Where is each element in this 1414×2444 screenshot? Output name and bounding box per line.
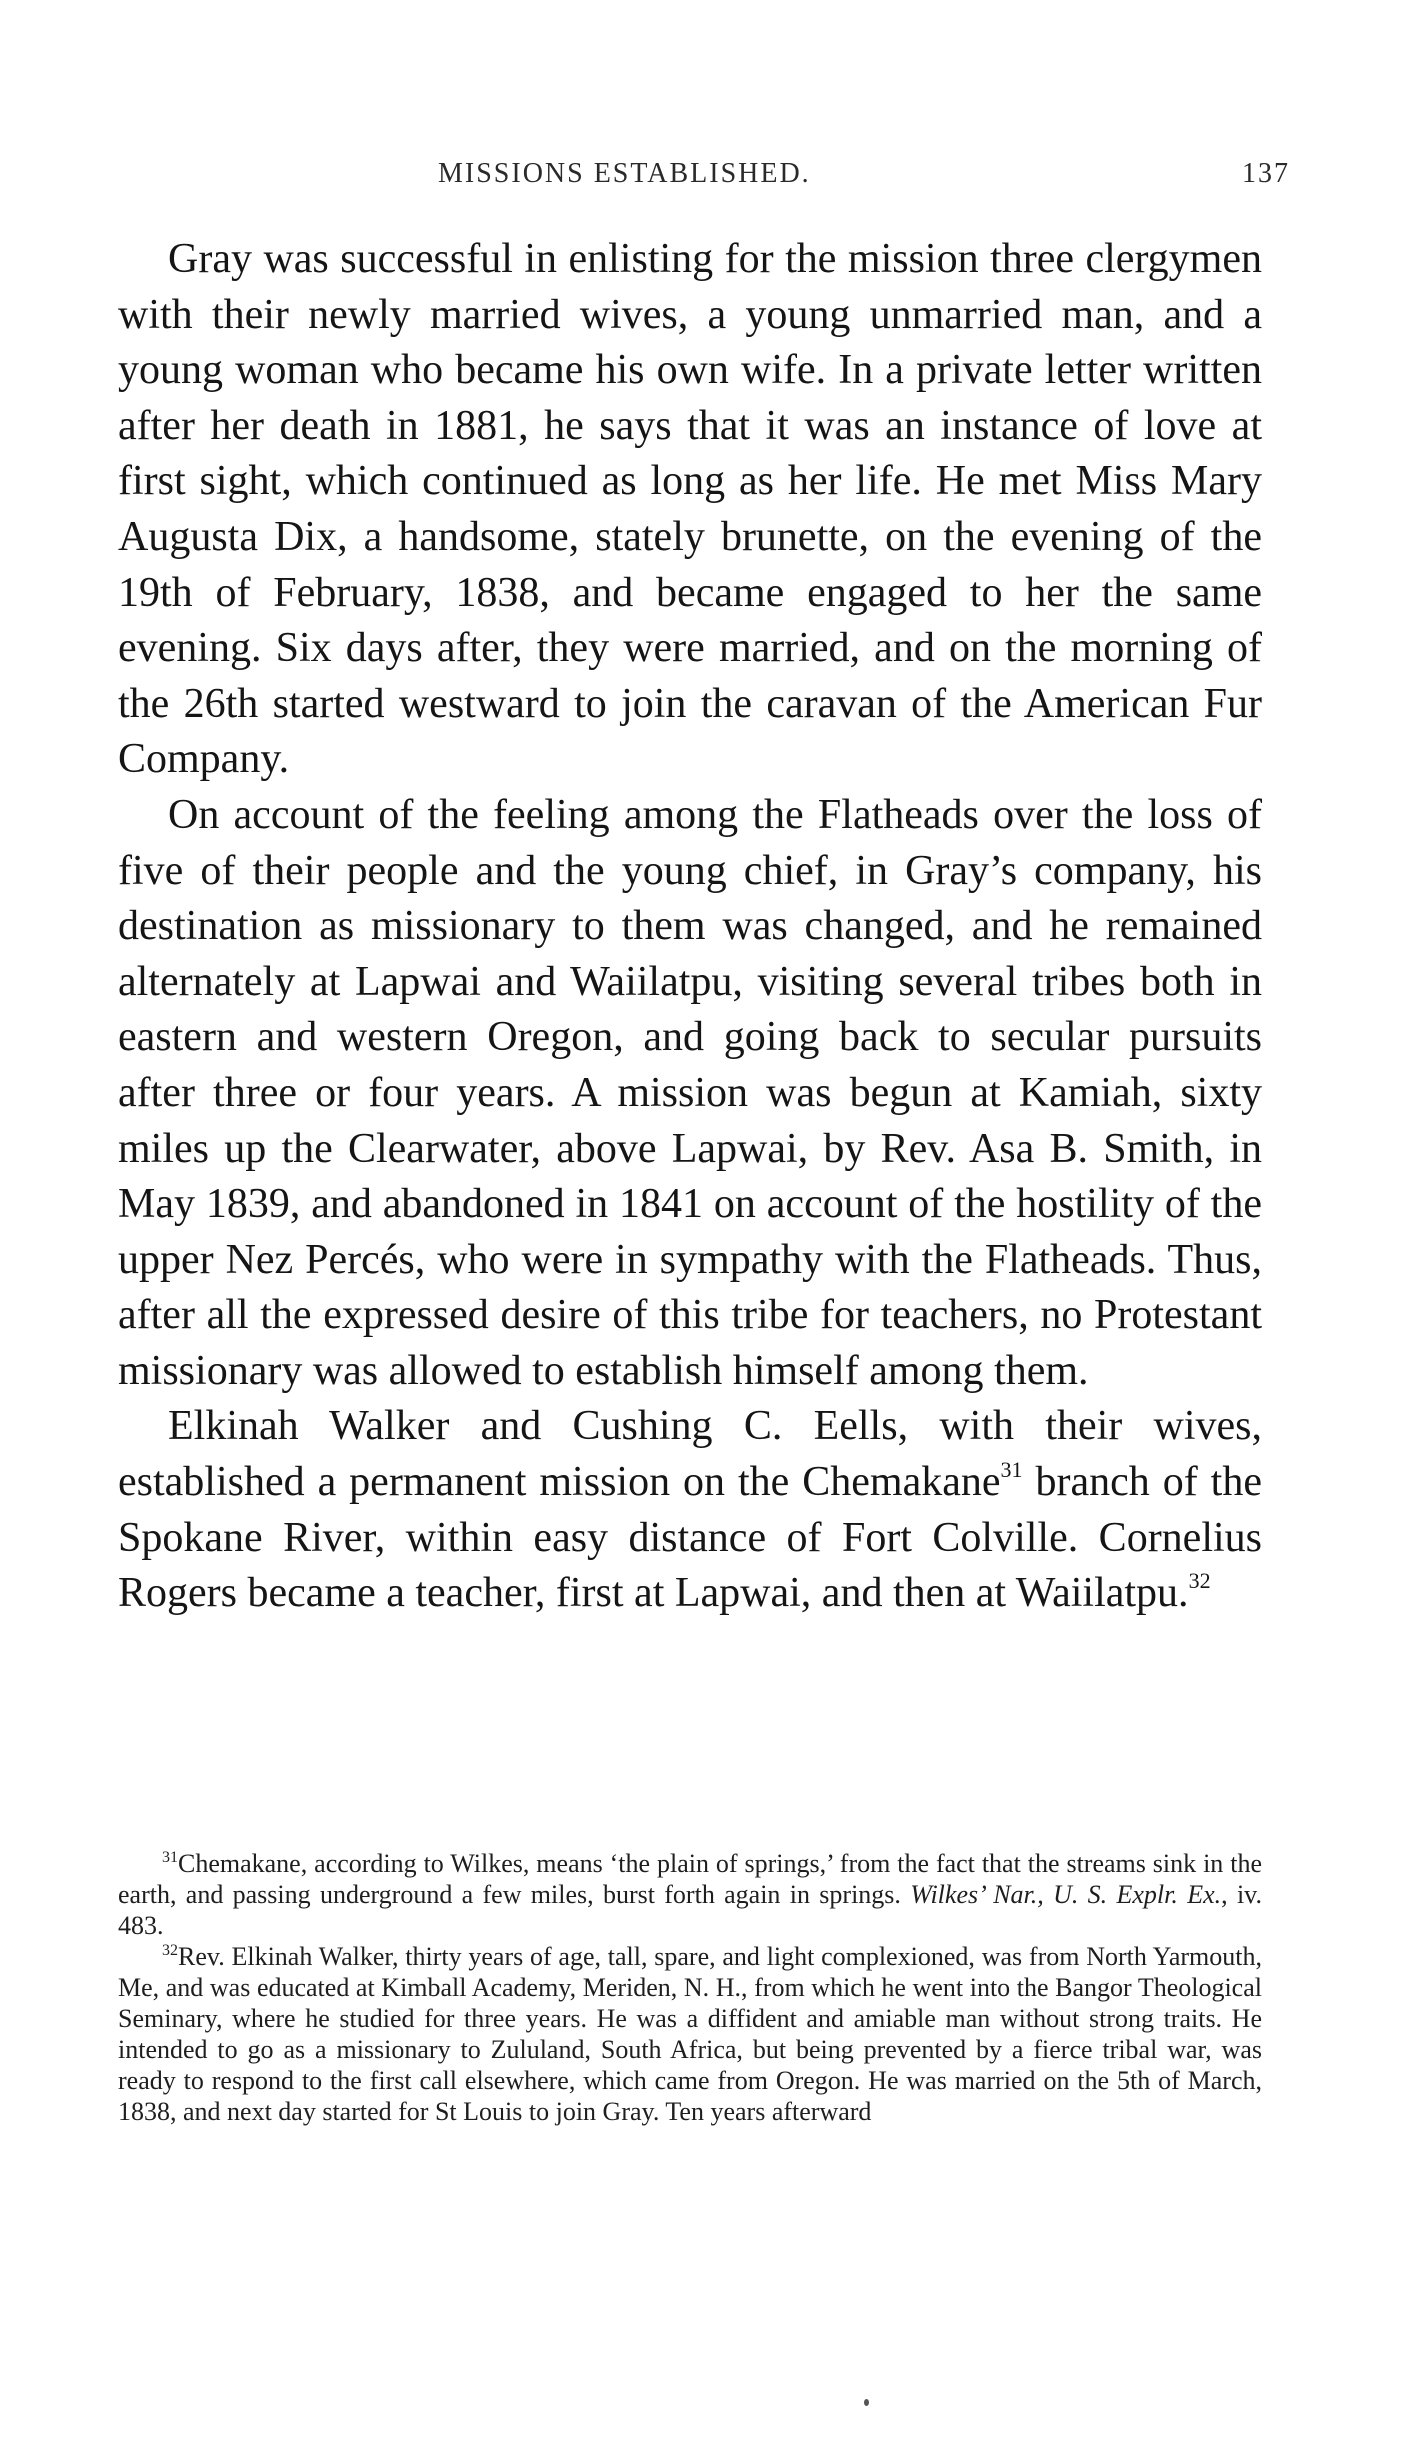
paragraph-3-text-a: Elkinah Walker and Cushing C. Eells, with their wives, established a permanent mission on the Chemakane <box>118 1403 1262 1506</box>
footnote-31 <box>118 1848 1262 1941</box>
body-text <box>118 232 1262 1622</box>
footnote-ref-31: 31 <box>1000 1457 1023 1483</box>
footnote-marker-32: 32 <box>162 1942 178 1959</box>
chapter-title: MISSIONS ESTABLISHED. <box>438 158 811 189</box>
paragraph-2: On account of the feeling among the Flatheads over the loss of five of their people and the young chief, in Gray’s company, his destination as missionary to them was changed, and he remained alternately at Lapwai and Waiilatpu, visiting several tribes both in eastern and western Oregon, and going back to secular pursuits after three or four years. A mission was begun at Kamiah, sixty miles up the Clearwater, above Lapwai, by Rev. Asa B. Smith, in May 1839, and abandoned in 1841 on account of the hostility of the upper Nez Percés, who were in sympathy with the Flatheads. Thus, after all the expressed desire of this tribe for teachers, no Protestant missionary was allowed to establish himself among them. <box>118 791 1262 1394</box>
paragraph-3-text-b: branch of the Spokane River, within easy distance of Fort Colville. Cornelius Rogers became a teacher, first at Lapwai, and then at Waiilatpu. <box>118 1459 1262 1617</box>
footnote-31-citation: Wilkes’ Nar., U. S. Explr. Ex. <box>910 1880 1222 1909</box>
footnotes <box>118 1848 1262 2127</box>
page-number: 137 <box>1242 158 1290 189</box>
footnote-ref-32: 32 <box>1188 1568 1211 1594</box>
running-head <box>118 158 1290 194</box>
print-speck <box>864 2399 869 2406</box>
paragraph-1: Gray was successful in enlisting for the mission three clergymen with their newly married wives, a young unmarried man, and a young woman who became his own wife. In a private letter written after her death in 1881, he says that it was an instance of love at first sight, which continued as long as her life. He met Miss Mary Augusta Dix, a handsome, stately brunette, on the evening of the 19th of February, 1838, and became engaged to her the same evening. Six days after, they were married, and on the morning of the 26th started westward to join the caravan of the American Fur Company. <box>118 236 1262 783</box>
footnote-32 <box>118 1941 1262 2127</box>
paragraph-3 <box>118 1399 1262 1621</box>
footnote-marker-31: 31 <box>162 1849 178 1866</box>
footnote-32-text: Rev. Elkinah Walker, thirty years of age, tall, spare, and light complexioned, was from North Yarmouth, Me, and was educated at Kimball Academy, Meriden, N. H., from which he went into the Bangor Theological Seminary, where he studied for three years. He was a diffident and amiable man without strong traits. He intended to go as a missionary to Zululand, South Africa, but being prevented by a fierce tribal war, was ready to respond to the first call elsewhere, which came from Oregon. He was married on the 5th of March, 1838, and next day started for St Louis to join Gray. Ten years afterward <box>118 1942 1262 2126</box>
footnote-31-text: Chemakane, according to Wilkes, means ‘the plain of springs,’ from the fact that the streams sink in the earth, and passing underground a few miles, burst forth again in springs. <box>118 1849 1262 1909</box>
footnote-31-citation-page: , iv. 483. <box>118 1880 1262 1940</box>
